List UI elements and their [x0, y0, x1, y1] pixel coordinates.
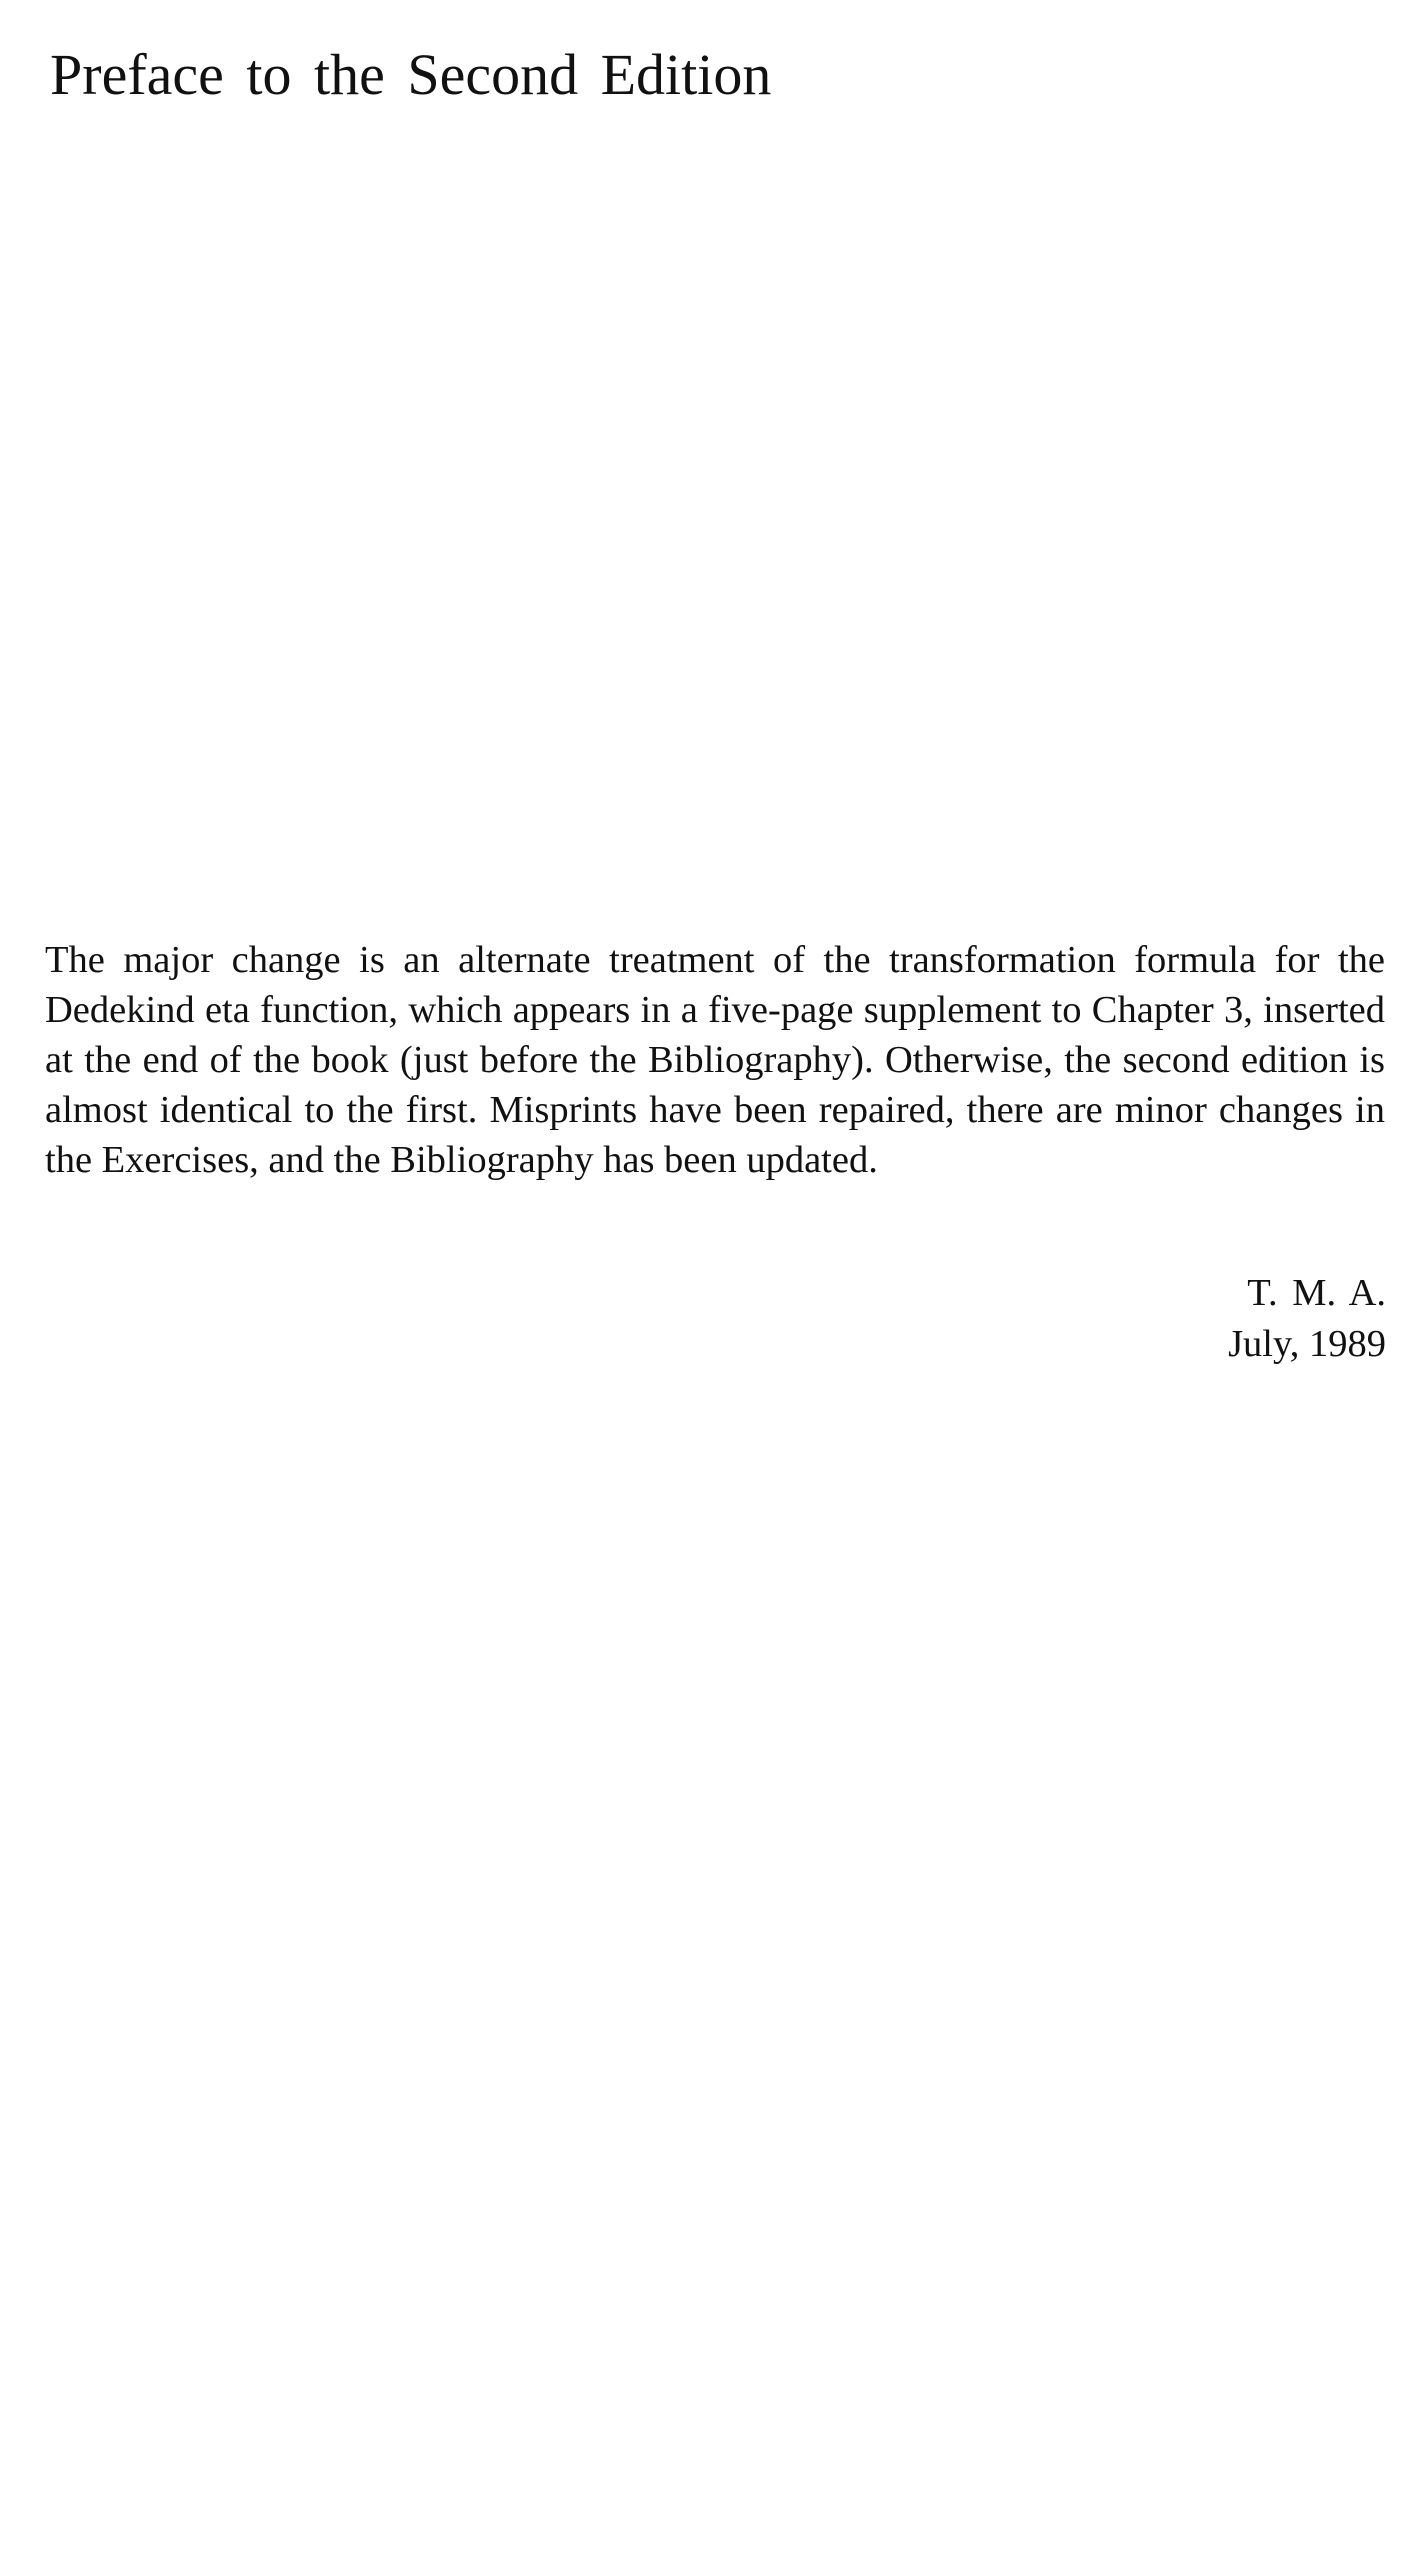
preface-paragraph: The major change is an alternate treatment of the transformation formula for the Dedekind eta function, which appears in a five-page supplement to Chapter 3, inserted at the end of the book (just before the Bibliography). Otherwise, the second edition is almost identical to the first. Misprints have been repaired, there are minor changes in the Exercises, and the Bibliography has been updated. — [45, 939, 1385, 1181]
signature-block — [1228, 1268, 1386, 1370]
signature-date: July, 1989 — [1228, 1323, 1386, 1365]
page-title: Preface to the Second Edition — [50, 42, 772, 107]
author-initials: T. M. A. — [1247, 1272, 1386, 1314]
